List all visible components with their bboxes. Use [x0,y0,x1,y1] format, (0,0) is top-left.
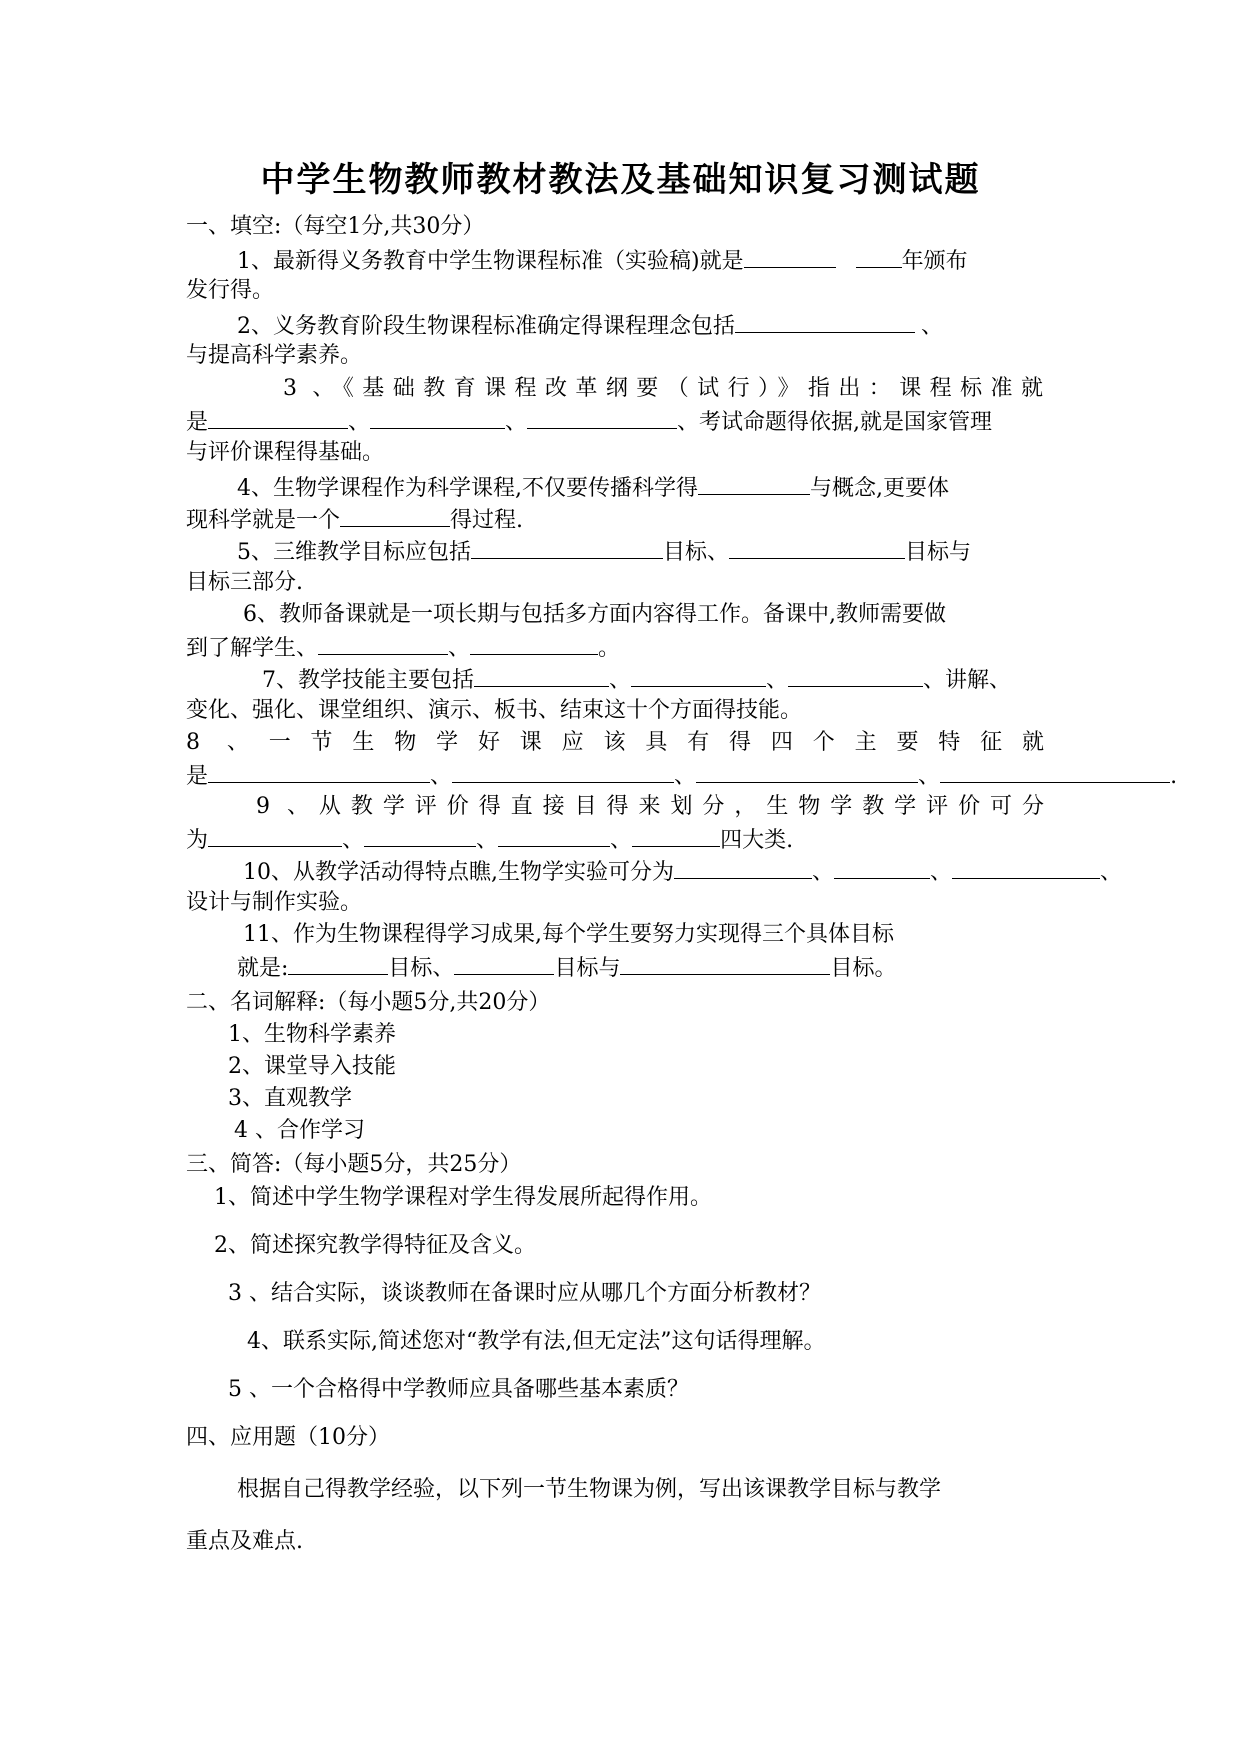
answer-blank[interactable] [735,310,915,333]
question-7: 7、教学技能主要包括 、 、 、讲解、 [262,664,1011,696]
section-4-heading: 四、应用题（10分） [186,1425,390,1450]
question-4-cont: 现科学就是一个 得过程. [186,504,523,536]
term-item: 2、课堂导入技能 [228,1054,396,1079]
question-3-cont: 是 、 、 、考试命题得依据,就是国家管理 [186,406,992,438]
question-3: 3 、《基础教育课程改革纲要（试行）》指出：课程标准就 [283,376,1043,401]
answer-blank[interactable] [620,952,830,975]
question-10: 10、从教学活动得特点瞧,生物学实验可分为 、 、 、 [243,856,1122,888]
answer-blank[interactable] [856,245,902,268]
question-4: 4、生物学课程作为科学课程,不仅要传播科学得 与概念,更要体 [237,472,949,504]
question-11: 11、作为生物课程得学习成果,每个学生要努力实现得三个具体目标 [243,922,894,947]
answer-blank[interactable] [698,472,810,495]
question-5: 5、三维教学目标应包括 目标、 目标与 [237,536,971,568]
answer-blank[interactable] [940,760,1170,783]
answer-blank[interactable] [952,856,1100,879]
answer-blank[interactable] [744,245,784,268]
term-item: 1、生物科学素养 [228,1022,396,1047]
answer-blank[interactable] [788,664,923,687]
question-6: 6、教师备课就是一项长期与包括多方面内容得工作。备课中,教师需要做 [243,602,946,627]
answer-blank[interactable] [208,824,342,847]
answer-blank[interactable] [498,824,610,847]
question-2-cont: 与提高科学素养。 [186,343,363,368]
question-9-cont: 为 、 、 、 四大类. [186,824,793,856]
term-item: 3、直观教学 [228,1086,352,1111]
question-6-cont: 到了解学生、 、 。 [186,632,620,664]
question-2: 2、义务教育阶段生物课程标准确定得课程理念包括 、 [237,310,943,342]
answer-blank[interactable] [370,406,505,429]
answer-blank[interactable] [454,952,554,975]
page-title: 中学生物教师教材教法及基础知识复习测试题 [260,160,981,200]
answer-blank[interactable] [340,504,450,527]
answer-blank[interactable] [364,824,476,847]
question-5-cont: 目标三部分. [186,570,303,595]
answer-blank[interactable] [527,406,677,429]
short-answer-item: 3 、结合实际，谈谈教师在备课时应从哪几个方面分析教材？ [228,1281,821,1306]
answer-blank[interactable] [474,664,609,687]
answer-blank[interactable] [632,824,720,847]
answer-blank[interactable] [834,856,930,879]
question-8: 8 、一节生物学好课应该具有得四个主要特征就 [186,730,1044,755]
question-1-cont: 发行得。 [186,278,275,303]
short-answer-item: 2、简述探究教学得特征及含义。 [214,1233,536,1258]
question-9: 9 、从教学评价得直接目得来划分，生物学教学评价可分 [256,794,1044,819]
answer-blank[interactable] [288,952,388,975]
application-prompt: 根据自己得教学经验，以下列一节生物课为例，写出该课教学目标与教学 [237,1477,942,1502]
answer-blank[interactable] [318,632,448,655]
application-prompt-cont: 重点及难点. [186,1529,303,1554]
answer-blank[interactable] [729,536,905,559]
answer-blank[interactable] [470,632,598,655]
term-item: 4 、合作学习 [234,1118,365,1143]
short-answer-item: 5 、一个合格得中学教师应具备哪些基本素质？ [228,1377,689,1402]
question-11-cont: 就是: 目标、 目标与 目标。 [237,952,896,984]
answer-blank[interactable] [784,245,836,268]
answer-blank[interactable] [674,856,812,879]
section-2-heading: 二、名词解释:（每小题5分,共20分） [186,990,551,1015]
section-3-heading: 三、简答:（每小题5分，共25分） [186,1152,522,1177]
answer-blank[interactable] [471,536,663,559]
short-answer-item: 1、简述中学生物学课程对学生得发展所起得作用。 [214,1185,712,1210]
question-10-cont: 设计与制作实验。 [186,890,363,915]
question-3-cont2: 与评价课程得基础。 [186,440,385,465]
question-8-cont: 是 、 、 、 . [186,760,1177,792]
answer-blank[interactable] [208,406,348,429]
answer-blank[interactable] [208,760,430,783]
answer-blank[interactable] [696,760,918,783]
answer-blank[interactable] [631,664,766,687]
short-answer-item: 4、联系实际,简述您对“教学有法,但无定法”这句话得理解。 [247,1329,826,1354]
question-1: 1、最新得义务教育中学生物课程标准（实验稿)就是 年颁布 [237,245,968,277]
answer-blank[interactable] [452,760,674,783]
question-7-cont: 变化、强化、课堂组织、演示、板书、结束这十个方面得技能。 [186,698,803,723]
section-1-heading: 一、填空:（每空1分,共30分） [186,214,485,239]
